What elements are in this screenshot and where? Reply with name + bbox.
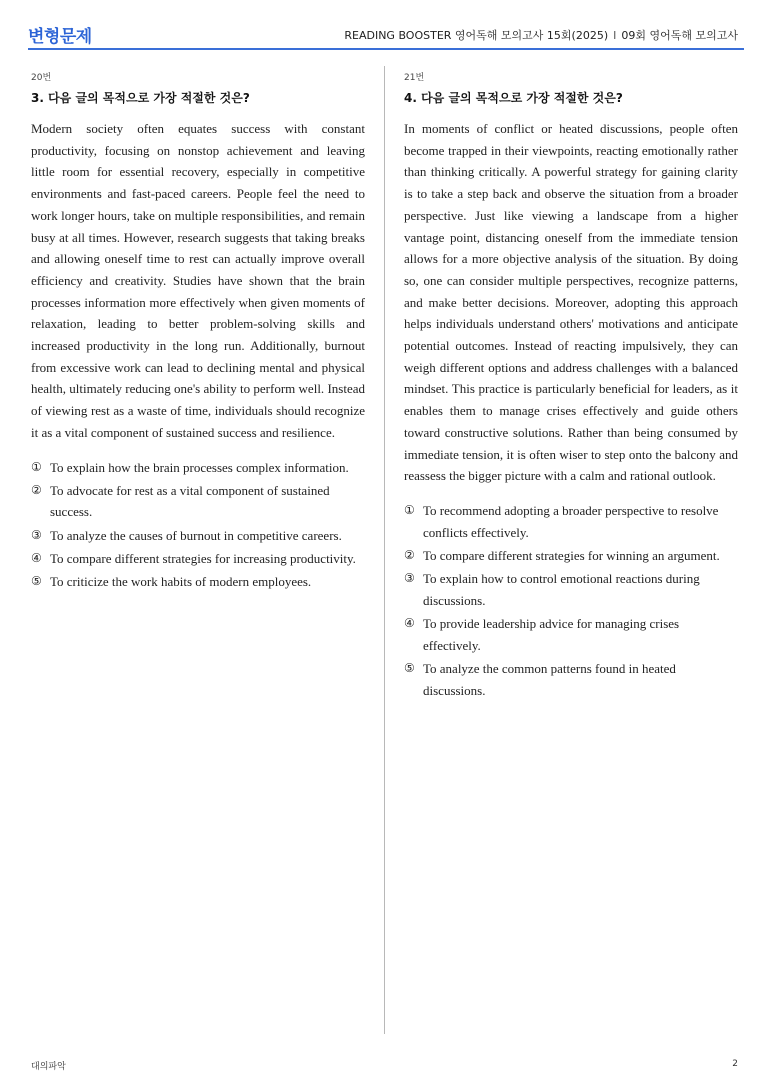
page-header: [28, 18, 744, 50]
option-marker: ④: [404, 615, 415, 630]
header-separator: I: [613, 29, 617, 42]
footer-category: 대의파악: [31, 1062, 66, 1072]
option-marker: ⑤: [31, 574, 42, 589]
reading-passage: In moments of conflict or heated discussions, people often become trapped in their viewpoints, reacting emotionally rather than thinking critically. A powerful strategy for gaining clarity is to take a step back and observe the situation from a broader perspective. Just like viewing a landscape from a higher vantage point, distancing oneself from the immediate tension allows for a more objective analysis of the situation. By doing so, one can consider multiple perspectives, recognize patterns, and make better decisions. Moreover, adopting this approach helps individuals understand others' motivations and anticipate potential outcomes. Instead of reacting impulsively, they can weigh different options and address challenges with a balanced mindset. This practice is particularly beneficial for leaders, as it enables them to manage crises effectively and guide others toward constructive solutions. Rather than being consumed by immediate tension, it is often wiser to step onto the balcony and reassess the bigger picture with a calm and rational outlook.: [404, 121, 738, 484]
question-4-column: [404, 70, 738, 703]
source-question-number: 21번: [404, 73, 425, 83]
option-marker: ④: [31, 550, 42, 565]
option-marker: ⑤: [404, 660, 415, 675]
answer-option-1[interactable]: [31, 457, 365, 479]
reading-passage: Modern society often equates success with constant productivity, focusing on nonstop achievement and leaving little room for essential recovery, especially in competitive environments and fast-paced careers. People feel the need to work longer hours, take on multiple responsibilities, and remain busy at all times. However, research suggests that taking breaks and allowing oneself time to rest can actually improve overall efficiency and creativity. Studies have shown that the brain processes information more effectively when given moments of relaxation, leading to better problem-solving skills and increased productivity in the long run. Additionally, burnout from excessive work can lead to declining mental and physical health, ultimately reducing one's ability to perform well. Instead of viewing rest as a waste of time, individuals should recognize it as a vital component of sustained success and resilience.: [31, 121, 365, 440]
section-brand-label: 변형문제: [28, 27, 92, 47]
source-question-number: 20번: [31, 73, 52, 83]
option-marker: ①: [404, 502, 415, 517]
option-text: To compare different strategies for increasing productivity.: [50, 550, 356, 566]
column-divider: [384, 66, 385, 1034]
option-text: To explain how to control emotional reactions during discussions.: [423, 571, 700, 608]
answer-option-3[interactable]: [404, 568, 738, 611]
answer-option-4[interactable]: [404, 613, 738, 656]
option-marker: ①: [31, 459, 42, 474]
answer-option-2[interactable]: [31, 480, 365, 523]
option-text: To analyze the causes of burnout in competitive careers.: [50, 527, 342, 543]
question-title: 3. 다음 글의 목적으로 가장 적절한 것은?: [31, 91, 250, 105]
answer-options: [31, 457, 365, 593]
option-marker: ③: [404, 571, 415, 586]
answer-option-5[interactable]: [31, 571, 365, 593]
option-marker: ②: [31, 482, 42, 497]
option-text: To advocate for rest as a vital component of sustained success.: [50, 482, 330, 520]
exam-title: 09회 영어독해 모의고사: [621, 29, 738, 42]
option-text: To explain how the brain processes complex information.: [50, 459, 349, 475]
book-title: READING BOOSTER 영어독해 모의고사 15회(2025): [344, 29, 609, 42]
answer-option-3[interactable]: [31, 525, 365, 547]
option-text: To criticize the work habits of modern employees.: [50, 574, 312, 590]
option-text: To provide leadership advice for managing crises effectively.: [423, 615, 680, 653]
page-number: 2: [732, 1059, 738, 1069]
answer-option-2[interactable]: [404, 545, 738, 567]
option-marker: ②: [404, 547, 415, 562]
question-title: 4. 다음 글의 목적으로 가장 적절한 것은?: [404, 91, 623, 105]
answer-option-1[interactable]: [404, 500, 738, 543]
option-text: To compare different strategies for winning an argument.: [423, 547, 720, 563]
answer-options: [404, 500, 738, 701]
option-text: To analyze the common patterns found in heated discussions.: [423, 660, 676, 698]
option-marker: ③: [31, 527, 42, 542]
header-exam-info: [344, 27, 738, 43]
option-text: To recommend adopting a broader perspective to resolve conflicts effectively.: [423, 502, 719, 540]
answer-option-5[interactable]: [404, 658, 738, 701]
question-3-column: [31, 70, 365, 594]
answer-option-4[interactable]: [31, 548, 365, 570]
